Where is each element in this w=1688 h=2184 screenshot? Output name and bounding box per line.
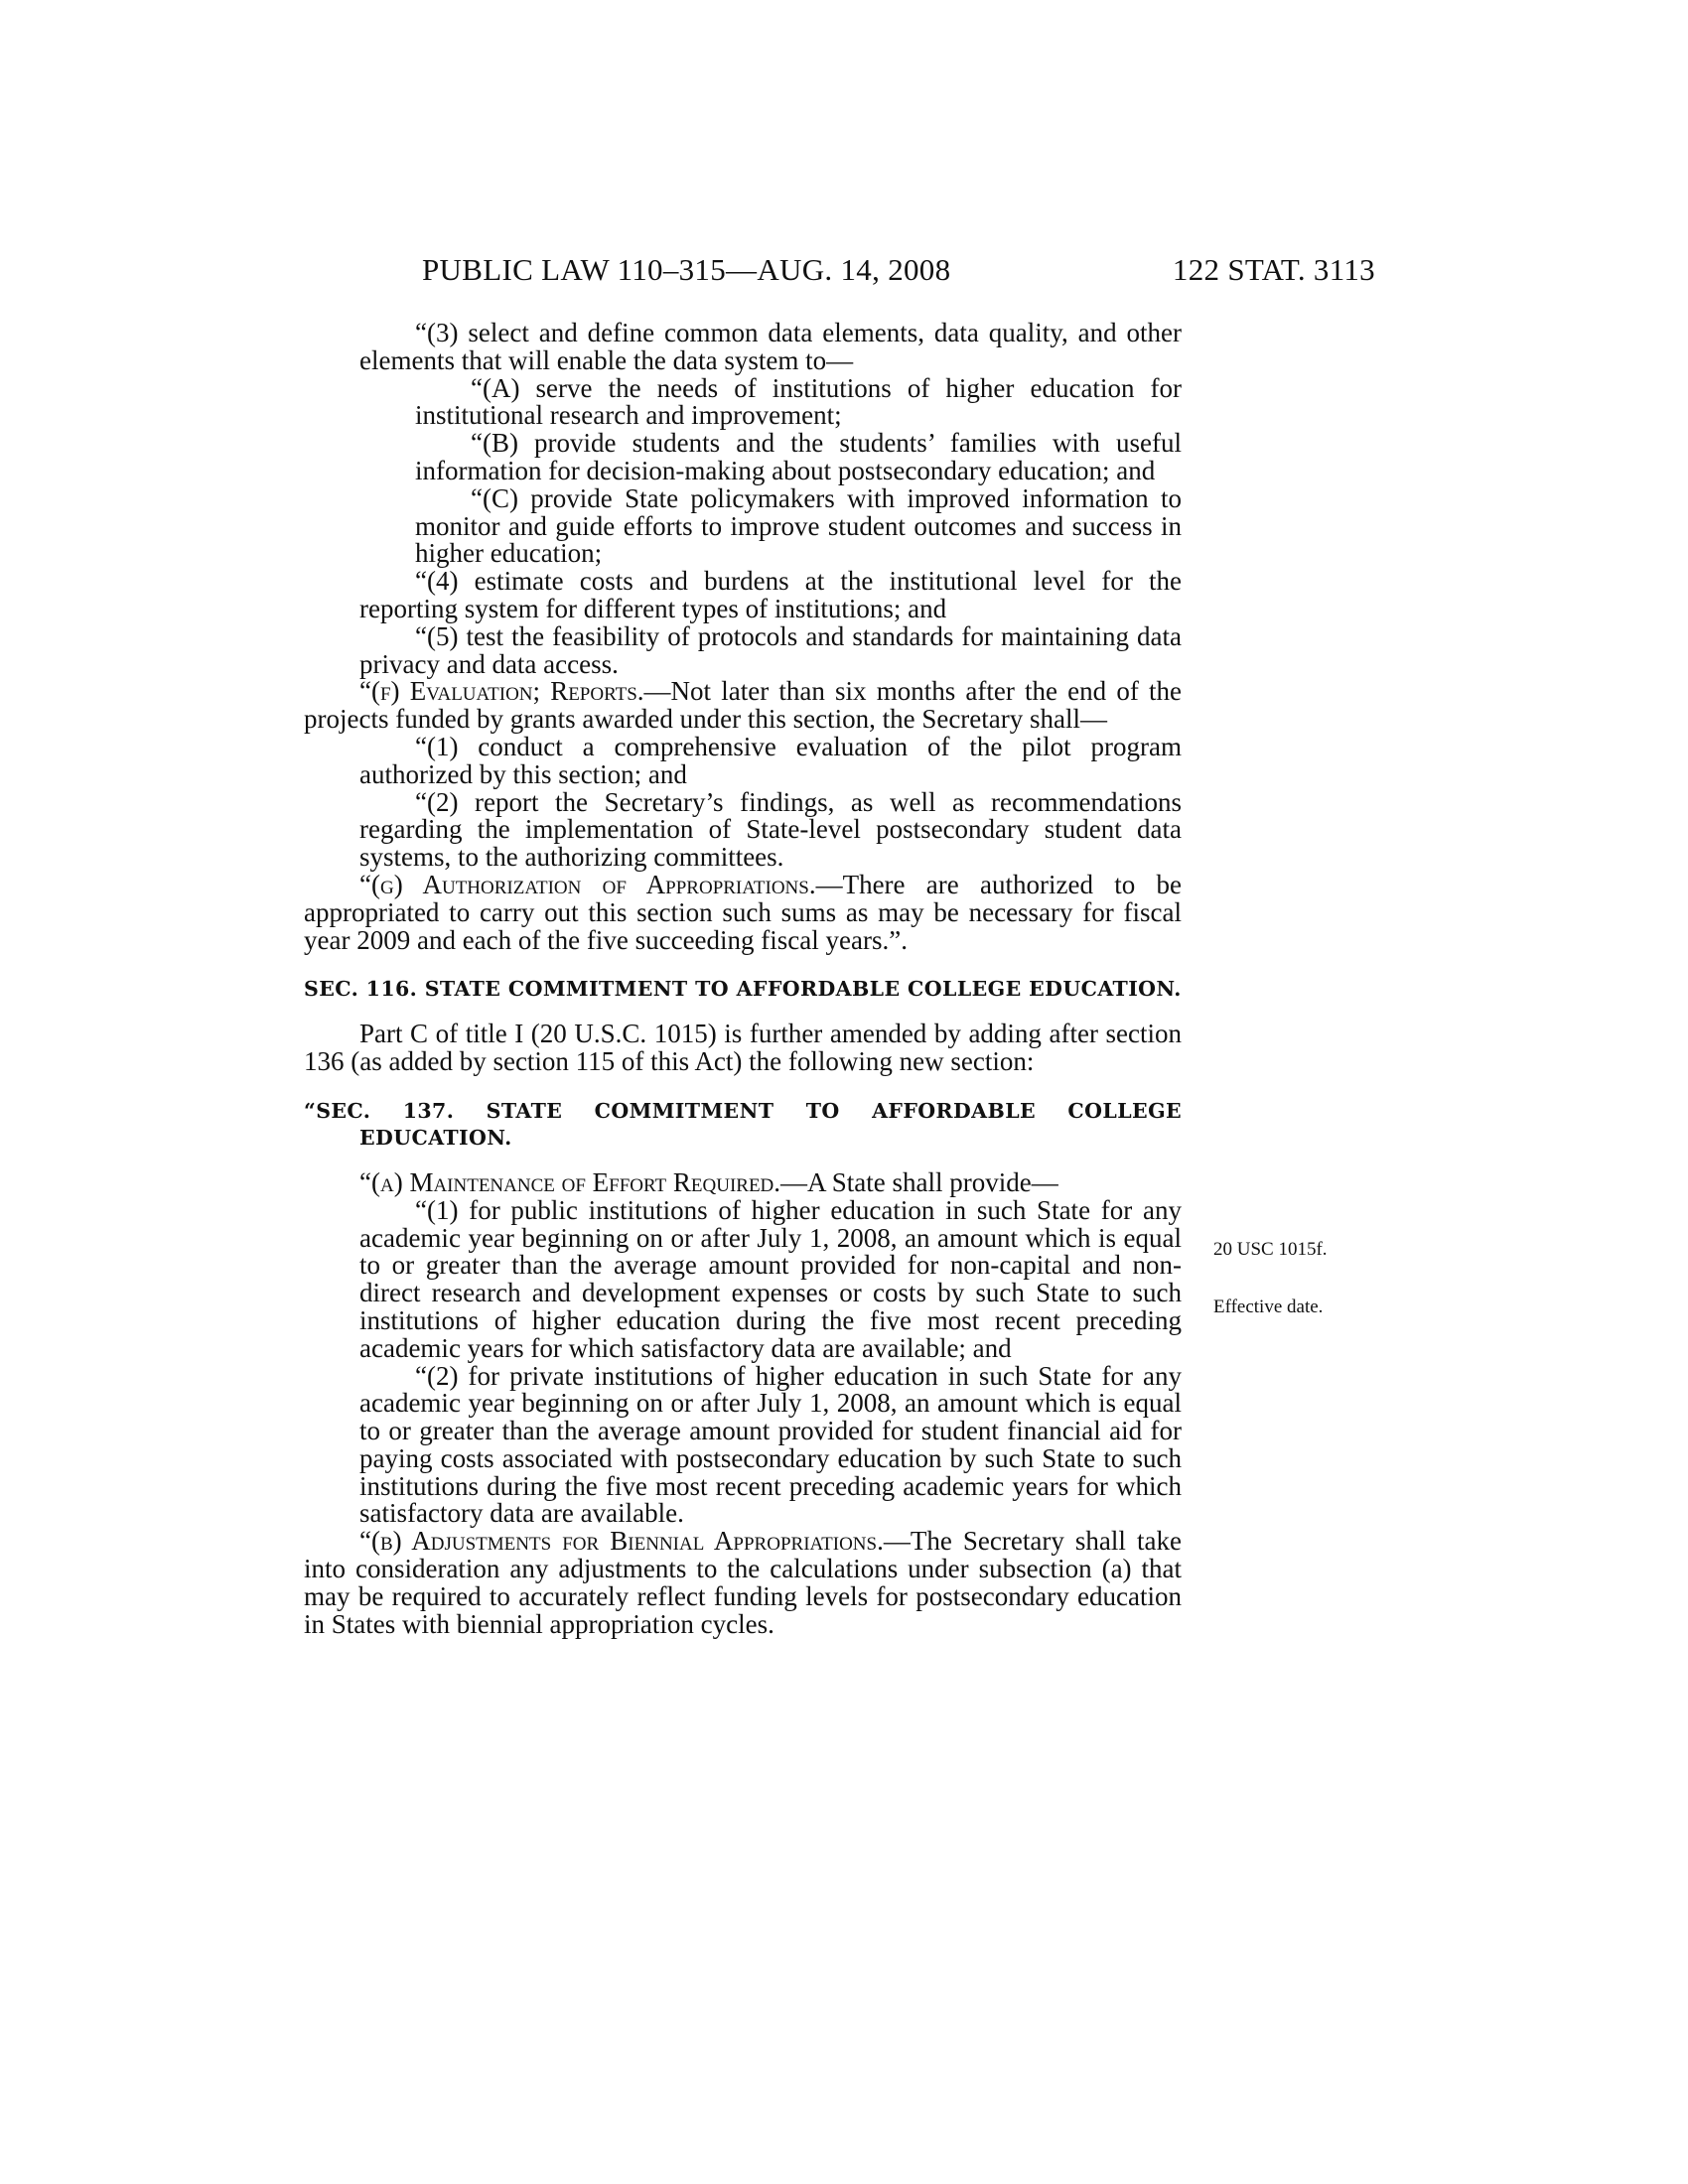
subsection-f <box>304 678 1182 734</box>
margin-note-effective-date: Effective date. <box>1213 1297 1324 1317</box>
section-116-heading: SEC. 116. STATE COMMITMENT TO AFFORDABLE COLLEGE EDUCATION. <box>304 977 1182 1002</box>
subsection-g-text: —There are authorized to be appropriated to carry out this section such sums as may be necessary for fiscal year 2009 and each of the five succeeding fiscal years.”. <box>304 869 1183 955</box>
subsection-a-text: —A State shall provide— <box>780 1166 1058 1197</box>
paragraph-5: “(5) test the feasibility of protocols and standards for maintaining data privacy and data access. <box>359 620 1182 679</box>
subsection-f-paragraph-2: “(2) report the Secretary’s findings, as well as recommendations regarding the implementation of State-level postsecondary student data systems, to the authorizing committees. <box>359 786 1182 873</box>
subsection-a-paragraph-1: “(1) for public institutions of higher education in such State for any academic year beginning on or after July 1, 2008, an amount which is equal to or greater than the average amount provided for non-capital and non-direct research and development expenses or costs by such State to such institutions of higher education during the five most recent preceding academic years for which satisfactory data are available; and <box>359 1194 1182 1363</box>
subsection-f-paragraph-1: “(1) conduct a comprehensive evaluation of the pilot program authorized by this section; and <box>359 731 1182 789</box>
part-c-amendment: Part C of title I (20 U.S.C. 1015) is further amended by adding after section 136 (as added by section 115 of this Act) the following new section: <box>304 1019 1182 1077</box>
subparagraph-c: “(C) provide State policymakers with improved information to monitor and guide efforts to improve student outcomes and success in higher education; <box>415 482 1182 569</box>
subsection-b <box>304 1528 1182 1638</box>
margin-note-usc-citation: 20 USC 1015f. <box>1213 1239 1328 1260</box>
running-header <box>422 250 1375 290</box>
header-title: PUBLIC LAW 110–315—AUG. 14, 2008 <box>422 252 951 287</box>
subsection-b-text: —The Secretary shall take into consideration any adjustments to the calculations under subsection (a) that may be required to accurately reflect funding levels for postsecondary education in States with biennial appropriation cycles. <box>304 1526 1182 1639</box>
subsection-a-heading: “(a) Maintenance of Effort Required. <box>359 1166 781 1197</box>
subsection-a <box>304 1166 1182 1197</box>
document-body <box>304 320 1182 1638</box>
subsection-f-text: —Not later than six months after the end of the projects funded by grants awarded under this section, the Secretary shall— <box>304 676 1182 735</box>
subsection-g-heading: “(g) Authorization of Appropriations. <box>359 869 816 899</box>
subsection-f-heading: “(f) Evaluation; Reports. <box>359 676 644 707</box>
section-137-heading: “SEC. 137. STATE COMMITMENT TO AFFORDABLE COLLEGE EDUCATION. <box>304 1098 1182 1150</box>
subsection-g <box>304 869 1183 955</box>
subparagraph-a: “(A) serve the needs of institutions of higher education for institutional research and improvement; <box>415 372 1182 431</box>
paragraph-4: “(4) estimate costs and burdens at the institutional level for the reporting system for different types of institutions; and <box>359 566 1182 623</box>
subsection-a-paragraph-2: “(2) for private institutions of higher education in such State for any academic year beginning on or after July 1, 2008, an amount which is equal to or greater than the average amount provided for student financial aid for paying costs associated with postsecondary education by such State to such institutions during the five most recent preceding academic years for which satisfactory data are available. <box>359 1360 1182 1529</box>
header-page-reference: 122 STAT. 3113 <box>1172 252 1375 287</box>
subsection-b-heading: “(b) Adjustments for Biennial Appropriations. <box>359 1526 884 1557</box>
subparagraph-b: “(B) provide students and the students’ families with useful information for decision-making about postsecondary education; and <box>415 428 1182 485</box>
paragraph-3: “(3) select and define common data elements, data quality, and other elements that will enable the data system to— <box>359 318 1182 375</box>
